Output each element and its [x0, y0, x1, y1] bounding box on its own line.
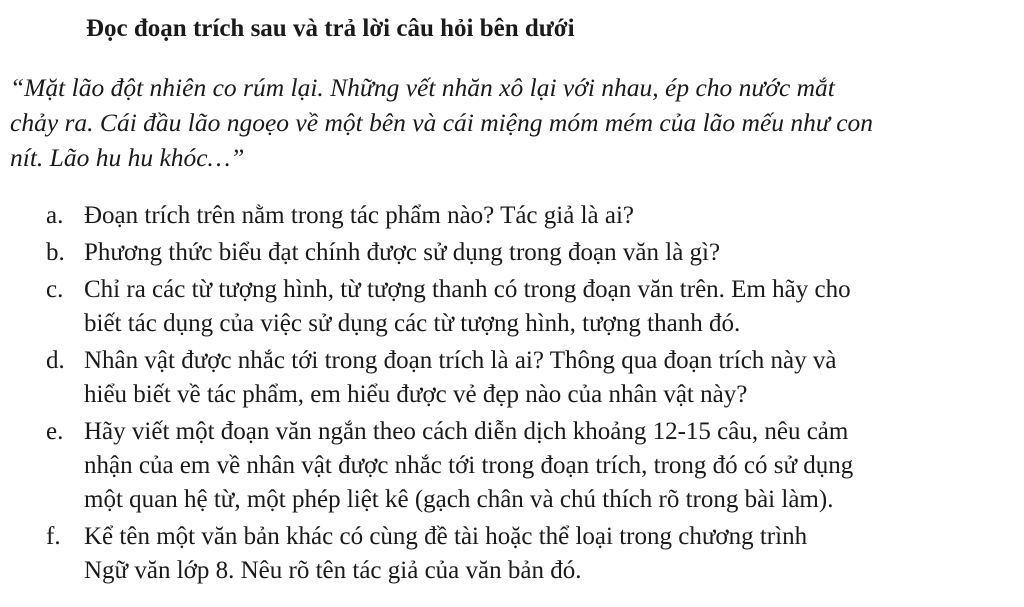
- question-text: một quan hệ từ, một phép liệt kê (gạch chân và chú thích rõ trong bài làm).: [84, 486, 834, 513]
- question-text: Nhân vật được nhắc tới trong đoạn trích là ai? Thông qua đoạn trích này và: [84, 347, 837, 374]
- question-text: Ngữ văn lớp 8. Nêu rõ tên tác giả của văn bản đó.: [84, 557, 582, 584]
- question-marker: f.: [46, 523, 61, 550]
- excerpt-line: nít. Lão hu hu khóc…”: [10, 143, 245, 172]
- question-text: Kể tên một văn bản khác có cùng đề tài hoặc thể loại trong chương trình: [84, 523, 808, 550]
- question-marker: d.: [46, 347, 65, 374]
- question-c: [0, 273, 1024, 341]
- question-d: [0, 344, 1024, 412]
- excerpt-quote: [10, 70, 1010, 175]
- question-marker: c.: [46, 276, 64, 303]
- excerpt-line: chảy ra. Cái đầu lão ngoẹo về một bên và cái miệng móm mém của lão mếu như con: [10, 108, 874, 137]
- question-a: [0, 199, 1024, 233]
- question-text: nhận của em về nhân vật được nhắc tới trong đoạn trích, trong đó có sử dụng: [84, 452, 854, 479]
- question-text: Hãy viết một đoạn văn ngắn theo cách diễn dịch khoảng 12-15 câu, nêu cảm: [84, 418, 849, 445]
- excerpt-line: “Mặt lão đột nhiên co rúm lại. Những vết nhăn xô lại với nhau, ép cho nước mắt: [10, 73, 835, 102]
- question-b: [0, 236, 1024, 270]
- question-list: [0, 199, 1024, 591]
- question-marker: e.: [46, 418, 64, 445]
- question-text: Phương thức biểu đạt chính được sử dụng trong đoạn văn là gì?: [84, 239, 721, 266]
- question-text: Đoạn trích trên nằm trong tác phẩm nào? Tác giả là ai?: [84, 202, 634, 229]
- question-marker: a.: [46, 202, 64, 229]
- question-text: hiểu biết về tác phẩm, em hiểu được vẻ đẹp nào của nhân vật này?: [84, 381, 748, 408]
- question-marker: b.: [46, 239, 65, 266]
- page-title: Đọc đoạn trích sau và trả lời câu hỏi bên dưới: [86, 15, 575, 42]
- question-text: biết tác dụng của việc sử dụng các từ tượng hình, tượng thanh đó.: [84, 310, 741, 337]
- question-e: [0, 415, 1024, 517]
- question-text: Chỉ ra các từ tượng hình, từ tượng thanh có trong đoạn văn trên. Em hãy cho: [84, 276, 851, 303]
- question-f: [0, 520, 1024, 588]
